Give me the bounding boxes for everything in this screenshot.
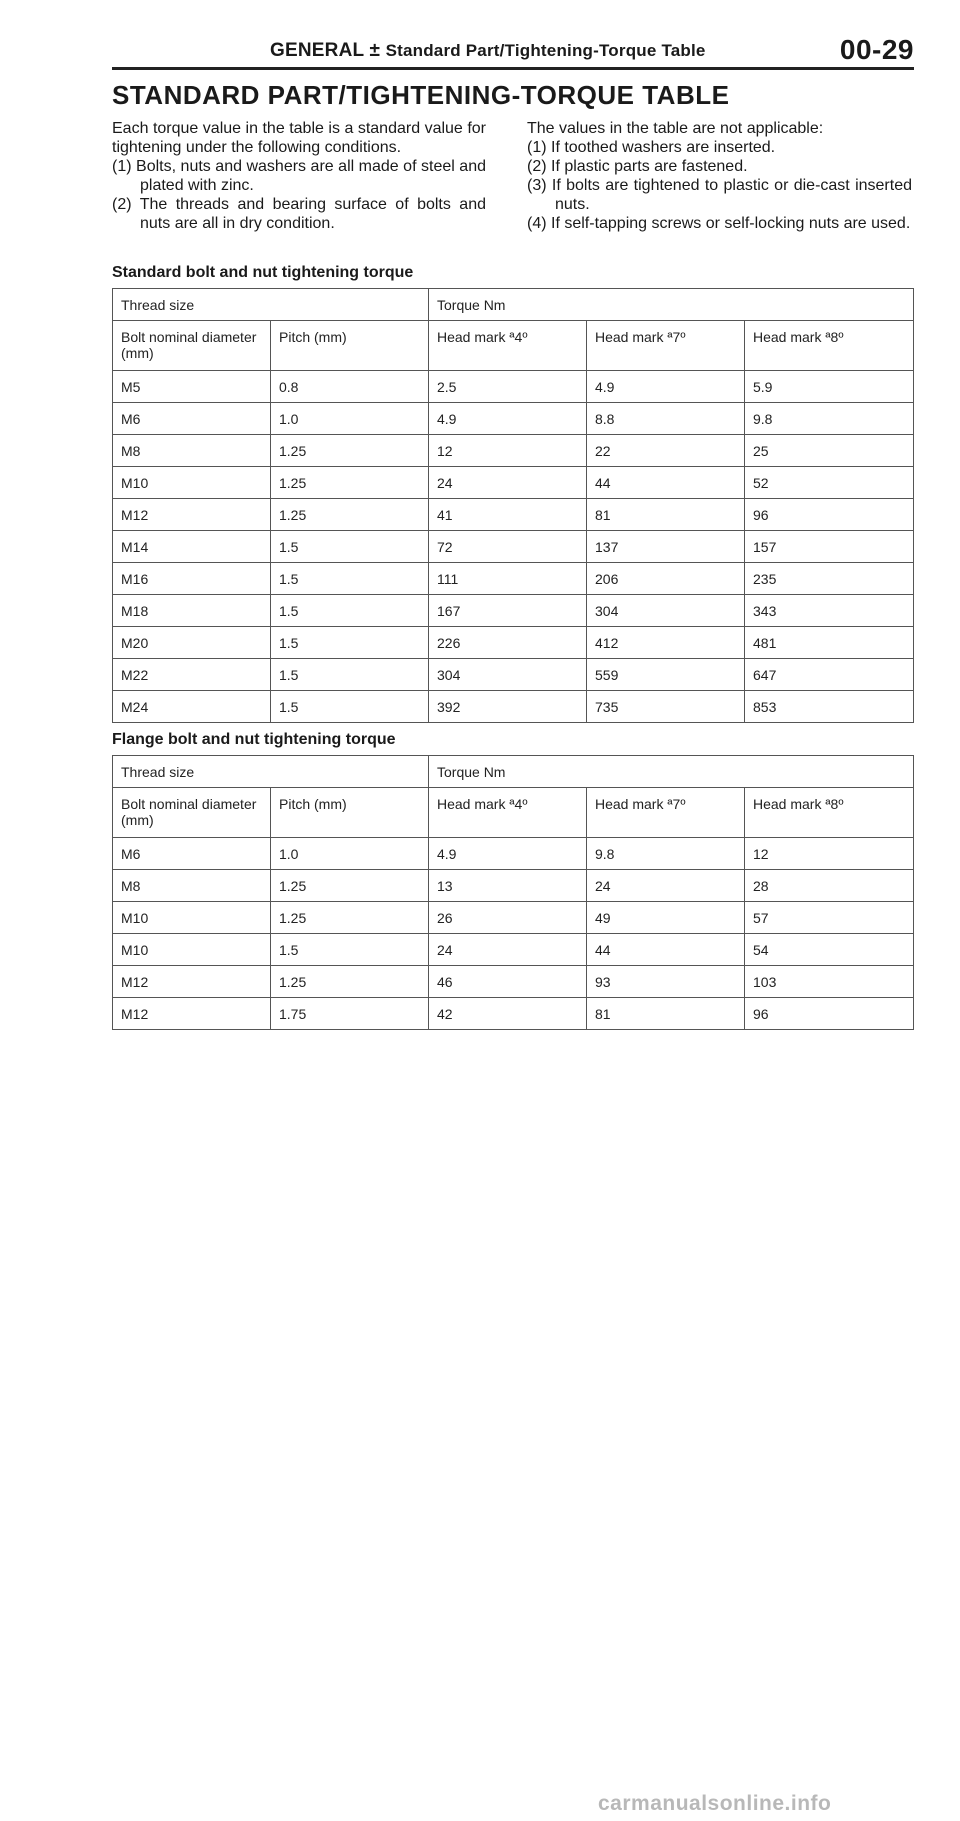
table-cell: 157 bbox=[745, 531, 914, 563]
table-cell: 42 bbox=[429, 998, 587, 1030]
table-cell: 52 bbox=[745, 467, 914, 499]
torque-header: Torque Nm bbox=[429, 289, 914, 321]
table-cell: 1.25 bbox=[271, 902, 429, 934]
head-mark-8-header: Head mark ª8º bbox=[745, 321, 914, 371]
head-mark-7-header: Head mark ª7º bbox=[587, 788, 745, 838]
table-cell: 12 bbox=[745, 838, 914, 870]
table-cell: M22 bbox=[113, 659, 271, 691]
table-cell: 24 bbox=[429, 934, 587, 966]
table-cell: M6 bbox=[113, 838, 271, 870]
table-cell: 206 bbox=[587, 563, 745, 595]
table-row bbox=[113, 934, 914, 966]
table-row bbox=[113, 435, 914, 467]
table-row bbox=[113, 966, 914, 998]
table-cell: 1.25 bbox=[271, 966, 429, 998]
intro-right-column bbox=[527, 119, 912, 233]
table-cell: 41 bbox=[429, 499, 587, 531]
table-cell: 24 bbox=[587, 870, 745, 902]
table-row bbox=[113, 499, 914, 531]
pitch-header: Pitch (mm) bbox=[271, 788, 429, 838]
table-row bbox=[113, 467, 914, 499]
table-cell: 54 bbox=[745, 934, 914, 966]
table-cell: M6 bbox=[113, 403, 271, 435]
table-row bbox=[113, 870, 914, 902]
table-cell: 1.0 bbox=[271, 403, 429, 435]
table-cell: 93 bbox=[587, 966, 745, 998]
table-cell: M24 bbox=[113, 691, 271, 723]
table-cell: 111 bbox=[429, 563, 587, 595]
head-mark-7-header: Head mark ª7º bbox=[587, 321, 745, 371]
table-cell: 81 bbox=[587, 998, 745, 1030]
table-cell: 1.5 bbox=[271, 563, 429, 595]
table-cell: 44 bbox=[587, 467, 745, 499]
table-cell: 0.8 bbox=[271, 371, 429, 403]
exception-item: (4) If self-tapping screws or self-locking nuts are used. bbox=[527, 215, 911, 232]
standard-torque-table bbox=[112, 288, 914, 723]
table-cell: 28 bbox=[745, 870, 914, 902]
table-cell: 81 bbox=[587, 499, 745, 531]
page-number: 00-29 bbox=[839, 34, 914, 65]
table-cell: 392 bbox=[429, 691, 587, 723]
table-cell: M12 bbox=[113, 966, 271, 998]
table-cell: 9.8 bbox=[587, 838, 745, 870]
table-cell: 57 bbox=[745, 902, 914, 934]
table-cell: M10 bbox=[113, 902, 271, 934]
watermark: carmanualsonline.info bbox=[598, 1792, 832, 1815]
flange-torque-table bbox=[112, 755, 914, 1030]
table-cell: 46 bbox=[429, 966, 587, 998]
exception-item: (2) If plastic parts are fastened. bbox=[527, 158, 748, 175]
table-cell: 4.9 bbox=[429, 838, 587, 870]
torque-header: Torque Nm bbox=[429, 756, 914, 788]
table-cell: 167 bbox=[429, 595, 587, 627]
table-cell: 481 bbox=[745, 627, 914, 659]
table-cell: 25 bbox=[745, 435, 914, 467]
table-cell: M16 bbox=[113, 563, 271, 595]
condition-item: (1) Bolts, nuts and washers are all made of steel and plated with zinc. bbox=[112, 158, 486, 194]
diameter-header: Bolt nominal diameter (mm) bbox=[113, 788, 271, 838]
table-cell: 1.5 bbox=[271, 659, 429, 691]
table-cell: 1.25 bbox=[271, 435, 429, 467]
table-cell: 8.8 bbox=[587, 403, 745, 435]
table-cell: M20 bbox=[113, 627, 271, 659]
table-cell: 49 bbox=[587, 902, 745, 934]
thread-size-header: Thread size bbox=[113, 756, 429, 788]
table-cell: 72 bbox=[429, 531, 587, 563]
table-cell: 1.25 bbox=[271, 499, 429, 531]
table-row bbox=[113, 403, 914, 435]
table-cell: 2.5 bbox=[429, 371, 587, 403]
table-cell: M8 bbox=[113, 435, 271, 467]
table-row bbox=[113, 563, 914, 595]
table-cell: 13 bbox=[429, 870, 587, 902]
table-row bbox=[113, 531, 914, 563]
header-section: GENERAL bbox=[270, 40, 364, 61]
table-cell: 343 bbox=[745, 595, 914, 627]
table-cell: M12 bbox=[113, 499, 271, 531]
head-mark-4-header: Head mark ª4º bbox=[429, 788, 587, 838]
table-cell: 1.5 bbox=[271, 934, 429, 966]
table-cell: 4.9 bbox=[587, 371, 745, 403]
exception-item: (1) If toothed washers are inserted. bbox=[527, 139, 776, 156]
table-cell: 1.25 bbox=[271, 870, 429, 902]
condition-item: (2) The threads and bearing surface of bolts and nuts are all in dry condition. bbox=[112, 196, 486, 232]
table-cell: 12 bbox=[429, 435, 587, 467]
table-cell: 1.0 bbox=[271, 838, 429, 870]
head-mark-8-header: Head mark ª8º bbox=[745, 788, 914, 838]
header-subtitle: Standard Part/Tightening-Torque Table bbox=[385, 41, 706, 60]
table-cell: 26 bbox=[429, 902, 587, 934]
table-cell: 226 bbox=[429, 627, 587, 659]
table-row bbox=[113, 659, 914, 691]
table-cell: 559 bbox=[587, 659, 745, 691]
table-row bbox=[113, 838, 914, 870]
table-cell: 1.75 bbox=[271, 998, 429, 1030]
table-cell: M18 bbox=[113, 595, 271, 627]
flange-table-title: Flange bolt and nut tightening torque bbox=[112, 731, 396, 748]
table-row bbox=[113, 371, 914, 403]
table-cell: 304 bbox=[587, 595, 745, 627]
table-cell: M10 bbox=[113, 467, 271, 499]
table-cell: 96 bbox=[745, 998, 914, 1030]
table-cell: 4.9 bbox=[429, 403, 587, 435]
table-cell: M12 bbox=[113, 998, 271, 1030]
header-separator: ± bbox=[369, 40, 381, 61]
table-row bbox=[113, 998, 914, 1030]
table-cell: 853 bbox=[745, 691, 914, 723]
table-cell: 9.8 bbox=[745, 403, 914, 435]
table-cell: 1.5 bbox=[271, 627, 429, 659]
table-cell: 1.25 bbox=[271, 467, 429, 499]
table-cell: 22 bbox=[587, 435, 745, 467]
table-cell: M14 bbox=[113, 531, 271, 563]
table-cell: 1.5 bbox=[271, 531, 429, 563]
table-cell: M5 bbox=[113, 371, 271, 403]
table-cell: 1.5 bbox=[271, 691, 429, 723]
table-cell: 96 bbox=[745, 499, 914, 531]
head-mark-4-header: Head mark ª4º bbox=[429, 321, 587, 371]
table-cell: 103 bbox=[745, 966, 914, 998]
table-row bbox=[113, 691, 914, 723]
table-cell: 24 bbox=[429, 467, 587, 499]
table-cell: 5.9 bbox=[745, 371, 914, 403]
table-row bbox=[113, 595, 914, 627]
table-cell: 735 bbox=[587, 691, 745, 723]
exception-item: (3) If bolts are tightened to plastic or die-cast inserted nuts. bbox=[527, 177, 912, 213]
table-cell: 647 bbox=[745, 659, 914, 691]
table-cell: 235 bbox=[745, 563, 914, 595]
table-cell: 137 bbox=[587, 531, 745, 563]
table-cell: M8 bbox=[113, 870, 271, 902]
table-cell: M10 bbox=[113, 934, 271, 966]
thread-size-header: Thread size bbox=[113, 289, 429, 321]
page-title: STANDARD PART/TIGHTENING-TORQUE TABLE bbox=[112, 80, 730, 110]
table-cell: 1.5 bbox=[271, 595, 429, 627]
intro-left-paragraph: Each torque value in the table is a standard value for tightening under the following conditions. bbox=[112, 120, 486, 156]
table-row bbox=[113, 902, 914, 934]
table-cell: 304 bbox=[429, 659, 587, 691]
pitch-header: Pitch (mm) bbox=[271, 321, 429, 371]
diameter-header: Bolt nominal diameter (mm) bbox=[113, 321, 271, 371]
table-cell: 44 bbox=[587, 934, 745, 966]
intro-right-paragraph: The values in the table are not applicable: bbox=[527, 120, 824, 137]
intro-left-column bbox=[112, 119, 486, 233]
header-divider bbox=[112, 67, 914, 70]
table-row bbox=[113, 627, 914, 659]
table-cell: 412 bbox=[587, 627, 745, 659]
standard-table-title: Standard bolt and nut tightening torque bbox=[112, 264, 414, 281]
header-title bbox=[270, 40, 706, 62]
